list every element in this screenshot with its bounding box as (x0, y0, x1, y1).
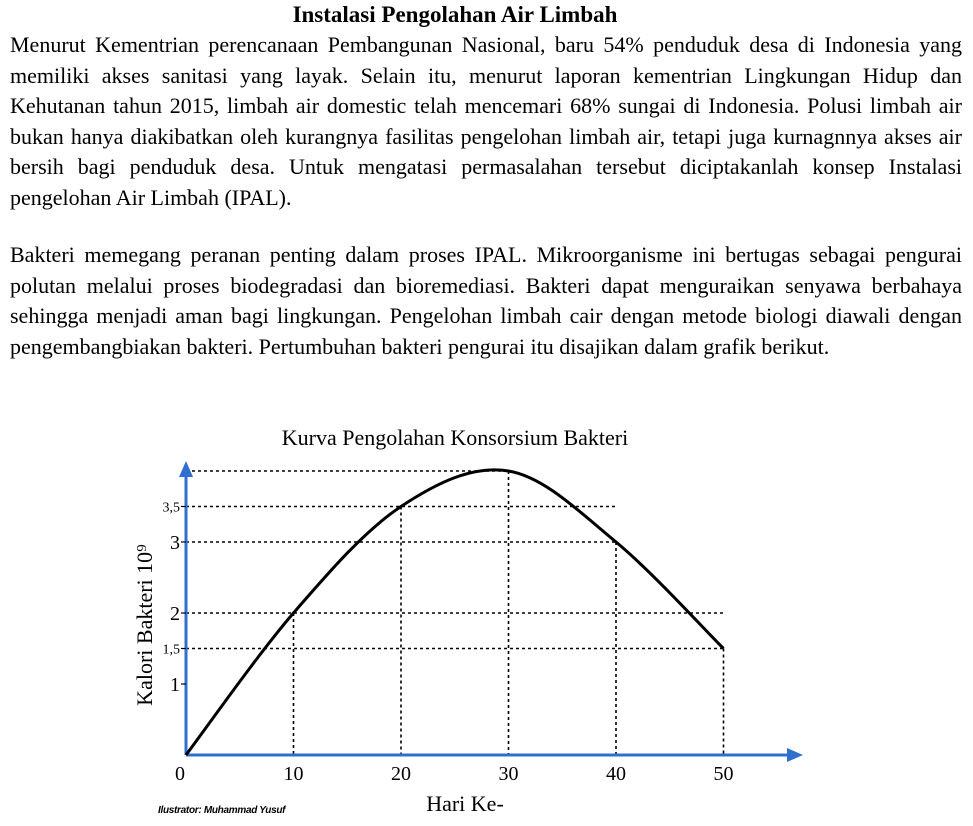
x-tick-label-40: 40 (606, 763, 626, 785)
bacteria-growth-chart (0, 455, 973, 826)
y-tick-label-1-5: 1,5 (162, 642, 180, 658)
x-tick-label-0: 0 (175, 763, 185, 785)
y-axis-arrow (179, 461, 193, 477)
x-tick-label-10: 10 (283, 763, 304, 785)
y-tick-label-2: 2 (170, 603, 180, 625)
x-tick-label-30: 30 (498, 763, 519, 785)
x-axis-label: Hari Ke- (426, 791, 504, 816)
x-axis-arrow (787, 748, 803, 762)
page-title: Instalasi Pengolahan Air Limbah (292, 2, 618, 27)
illustrator-credit: Ilustrator: Muhammad Yusuf (158, 805, 286, 816)
x-tick-label-20: 20 (391, 763, 411, 785)
paragraph-2: Bakteri memegang peranan penting dalam proses IPAL. Mikroorganisme ini bertugas sebagai pengurai polutan melalui proses biodegradasi dan bioremediasi. Bakteri dapat menguraikan senyawa berbahaya sehingga menjadi aman bagi lingkungan. Pengelohan limbah cair dengan metode biologi diawali dengan pengembangbiakan bakteri. Pertumbuhan bakteri pengurai itu disajikan dalam grafik berikut. (10, 242, 962, 359)
y-axis-label: Kalori Bakteri 10⁹ (132, 544, 157, 706)
y-tick-label-3: 3 (170, 532, 180, 554)
y-tick-label-3-5: 3,5 (162, 500, 180, 516)
paragraph-1: Menurut Kementrian perencanaan Pembangunan Nasional, baru 54% penduduk desa di Indonesia yang memiliki akses sanitasi yang layak. Selain itu, menurut laporan kementrian Lingkungan Hidup dan Kehutanan tahun 2015, limbah air domestic telah mencemari 68% sungai di Indonesia. Polusi limbah air bukan hanya diakibatkan oleh kurangnya fasilitas pengelohan limbah air, tetapi juga kurnagnnya akses air bersih bagi penduduk desa. Untuk mengatasi permasalahan tersebut diciptakanlah konsep Instalasi pengelohan Air Limbah (IPAL). (10, 32, 962, 210)
chart-title: Kurva Pengolahan Konsorsium Bakteri (281, 425, 629, 450)
x-tick-label-50: 50 (713, 763, 734, 785)
y-tick-label-1: 1 (170, 674, 180, 696)
